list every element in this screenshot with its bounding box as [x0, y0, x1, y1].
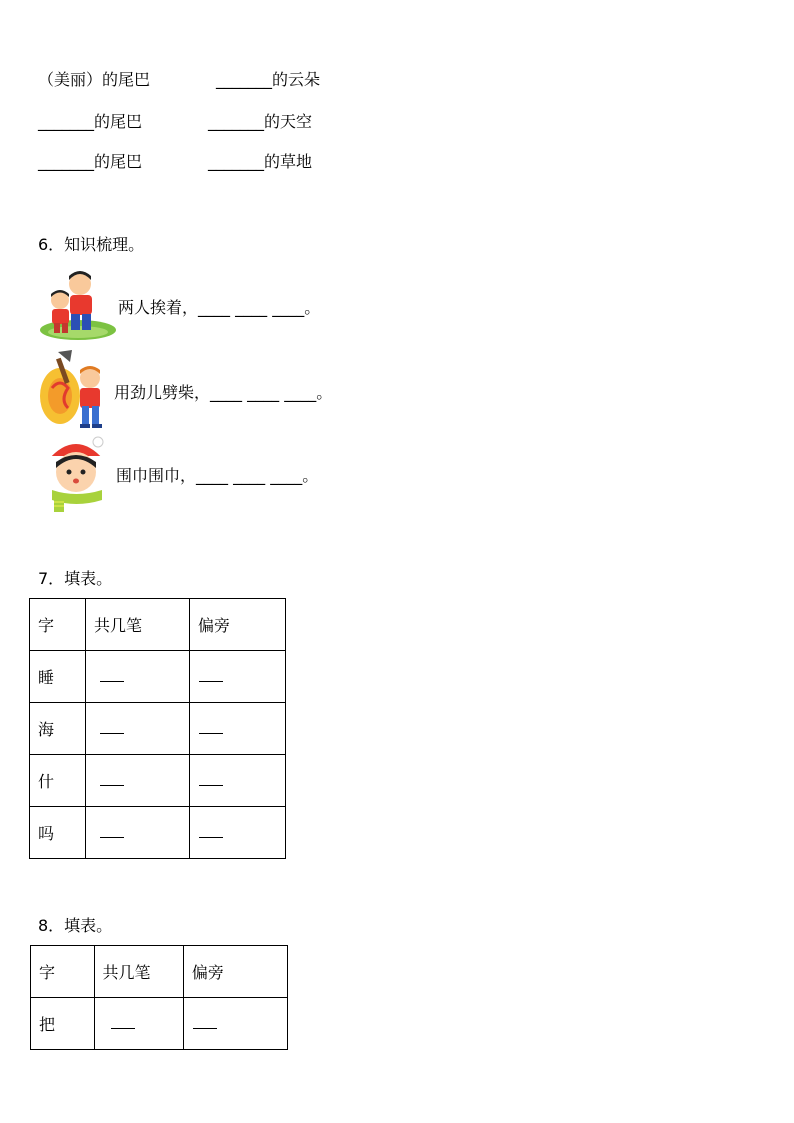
table-row [30, 651, 286, 703]
item-6-1-text: 两人挨着， [118, 298, 199, 317]
question-7-table [29, 598, 286, 859]
row-1-left-text: （美丽）的尾巴 [38, 70, 151, 89]
strokes-cell[interactable] [86, 807, 190, 859]
table-row [30, 703, 286, 755]
strokes-blank[interactable] [111, 1016, 135, 1029]
scarf-kid-illustration [40, 432, 112, 512]
radical-cell[interactable] [190, 807, 286, 859]
item-6-1-blanks[interactable]: ____ ____ ____。 [198, 298, 321, 317]
header-strokes: 共几笔 [86, 599, 190, 651]
strokes-blank[interactable] [100, 825, 124, 838]
item-6-3-text: 围巾围巾， [116, 466, 197, 485]
fill-row-3-right [208, 152, 312, 172]
header-radical: 偏旁 [183, 946, 287, 998]
strokes-blank[interactable] [100, 669, 124, 682]
fill-row-1-right [216, 70, 320, 90]
row-3-left-blank[interactable]: _______ [38, 152, 94, 171]
row-1-right-blank[interactable]: _______ [216, 70, 272, 89]
question-8-title: 8．填表。 [38, 916, 113, 935]
fill-row-3-left [38, 152, 142, 172]
header-char: 字 [30, 599, 86, 651]
radical-blank[interactable] [199, 773, 223, 786]
table-header-row [31, 946, 288, 998]
row-char: 海 [30, 703, 86, 755]
row-char: 睡 [30, 651, 86, 703]
strokes-blank[interactable] [100, 773, 124, 786]
question-8-table [30, 945, 288, 1050]
header-radical: 偏旁 [190, 599, 286, 651]
row-2-right-blank[interactable]: _______ [208, 112, 264, 131]
table-row [30, 755, 286, 807]
row-char: 把 [31, 998, 95, 1050]
header-strokes: 共几笔 [94, 946, 183, 998]
strokes-cell[interactable] [86, 651, 190, 703]
strokes-blank[interactable] [100, 721, 124, 734]
radical-cell[interactable] [183, 998, 287, 1050]
radical-blank[interactable] [199, 721, 223, 734]
fill-row-2-right [208, 112, 312, 132]
table-header-row [30, 599, 286, 651]
row-2-left-text: 的尾巴 [94, 112, 143, 131]
row-char: 什 [30, 755, 86, 807]
radical-cell[interactable] [190, 703, 286, 755]
two-kids-illustration [38, 268, 118, 343]
row-char: 吗 [30, 807, 86, 859]
strokes-cell[interactable] [86, 703, 190, 755]
item-6-2-blanks[interactable]: ____ ____ ____。 [210, 383, 333, 402]
row-1-right-text: 的云朵 [272, 70, 321, 89]
fill-row-2-left [38, 112, 142, 132]
strokes-cell[interactable] [94, 998, 183, 1050]
fill-row-1-left [38, 70, 150, 90]
table-row [31, 998, 288, 1050]
radical-cell[interactable] [190, 651, 286, 703]
item-6-3 [116, 466, 318, 486]
row-3-right-text: 的草地 [264, 152, 313, 171]
strokes-cell[interactable] [86, 755, 190, 807]
item-6-1 [118, 298, 320, 318]
header-char: 字 [31, 946, 95, 998]
radical-cell[interactable] [190, 755, 286, 807]
row-3-right-blank[interactable]: _______ [208, 152, 264, 171]
table-row [30, 807, 286, 859]
radical-blank[interactable] [193, 1016, 217, 1029]
row-3-left-text: 的尾巴 [94, 152, 143, 171]
question-6-title: 6．知识梳理。 [38, 235, 145, 254]
radical-blank[interactable] [199, 669, 223, 682]
chopping-wood-illustration [38, 348, 116, 430]
item-6-3-blanks[interactable]: ____ ____ ____。 [196, 466, 319, 485]
radical-blank[interactable] [199, 825, 223, 838]
question-7-title: 7．填表。 [38, 569, 113, 588]
item-6-2-text: 用劲儿劈柴， [114, 383, 211, 402]
row-2-right-text: 的天空 [264, 112, 313, 131]
item-6-2 [114, 383, 332, 403]
row-2-left-blank[interactable]: _______ [38, 112, 94, 131]
